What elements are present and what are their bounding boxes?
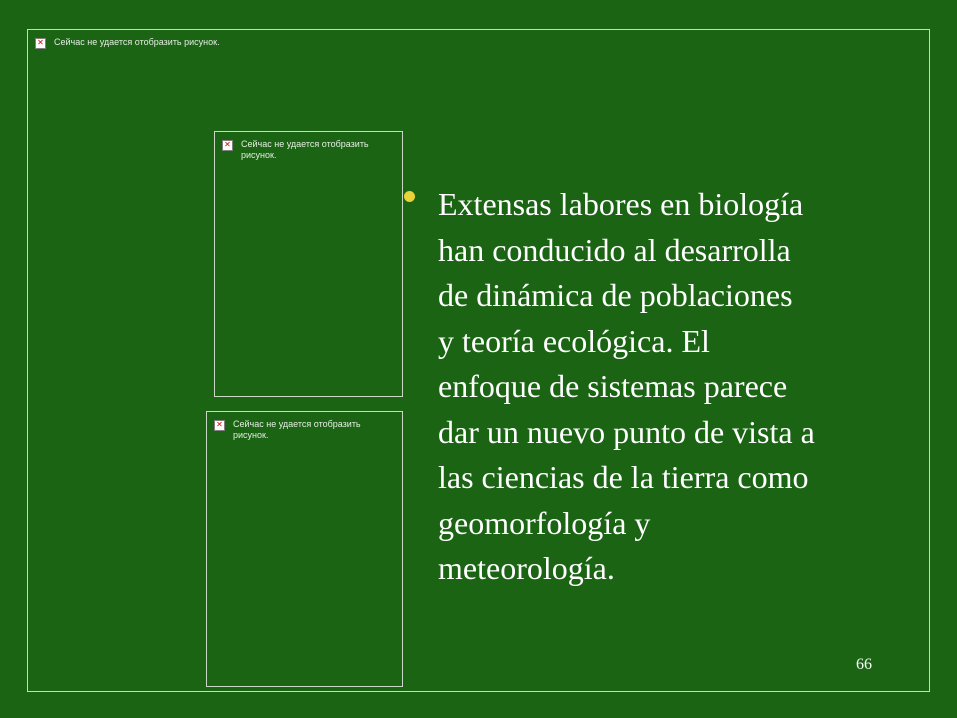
bullet-line: las ciencias de la tierra como	[438, 459, 809, 495]
bullet-line: Extensas labores en biología	[438, 186, 804, 222]
bullet-line: de dinámica de poblaciones	[438, 277, 793, 313]
broken-image-text-line: рисунок.	[233, 430, 269, 440]
broken-image-text-line: Сейчас не удается отобразить	[233, 419, 361, 429]
bullet-icon	[404, 191, 415, 202]
bullet-line: enfoque de sistemas parece	[438, 368, 788, 404]
broken-image-icon	[222, 140, 233, 151]
bullet-text	[438, 182, 898, 592]
image-placeholder-middle	[214, 131, 403, 397]
broken-image-text	[233, 419, 361, 441]
broken-image-text: Сейчас не удается отобразить рисунок.	[54, 37, 220, 47]
broken-image-notice	[35, 37, 220, 49]
broken-image-text	[241, 139, 369, 161]
broken-image-text-line: рисунок.	[241, 150, 277, 160]
broken-image-icon	[35, 38, 46, 49]
broken-image-icon	[214, 420, 225, 431]
bullet-line: meteorología.	[438, 550, 615, 586]
broken-image-notice	[222, 139, 369, 161]
bullet-line: geomorfología y	[438, 504, 651, 541]
image-placeholder-bottom	[206, 411, 403, 687]
broken-image-text-line: Сейчас не удается отобразить	[241, 139, 369, 149]
bullet-line: han conducido al desarrolla	[438, 231, 791, 268]
bullet-line: y teoría ecológica. El	[438, 322, 710, 359]
bullet-line: dar un nuevo punto de vista a	[438, 413, 815, 450]
broken-image-notice	[214, 419, 361, 441]
page-number: 66	[856, 656, 872, 673]
